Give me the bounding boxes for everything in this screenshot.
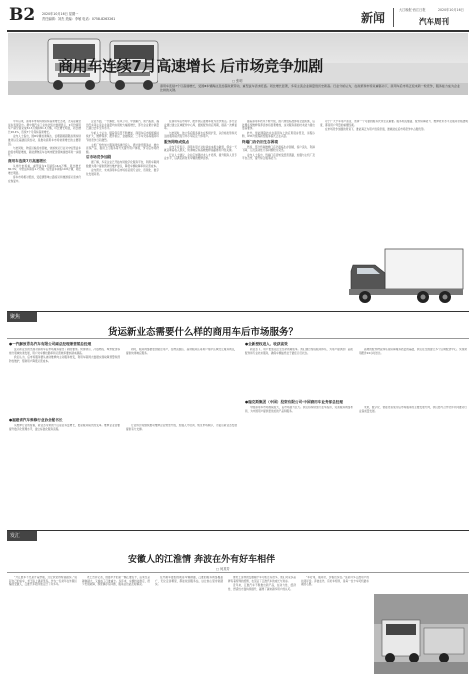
masthead-info-date: 2020年10月16日 星期一	[42, 12, 79, 16]
masthead-rule	[7, 30, 469, 32]
lead-byline: □ 张明	[232, 79, 243, 83]
feature-tab	[7, 531, 37, 541]
masthead-info-editor: 责任编辑：刘杰 美编：李敏 电话：0758-8263261	[42, 17, 116, 21]
feature-tab-label: 发汇	[10, 533, 21, 539]
article-column-2: 企业方面，一汽解放、东风公司、中国重汽、陕汽集团、福田汽车等主流企业销量均实现较大幅度增长，部分企业累计销量已超过去年全年水平。 分析人士认为，随着保有量不断增加，商用车后市场规模持续扩大，维修保养、配件供应、金融保险、二手车交易等服务环节的竞争日趋激烈。 主机厂纷纷加大服务网络建设投入，通过建设服务站、推出延保产品、提供上门服务等方式提升用户体验，争夺后市场份额。 后市场竞争加剧 据了解，多家企业已开始布局数字化服务平台，利用车联网数据为用户提供预防性维护建议，降低车辆故障率和运营成本。 业内预计，未来商用车后市场将呈现专业化、连锁化、数字化发展趋势。	[86, 120, 159, 176]
feature-byline: □ 何其芳	[216, 567, 230, 571]
masthead-brand: 大江晚报·西江日报	[399, 8, 426, 12]
topic-headline-underline	[7, 338, 469, 339]
col1-subheading: 商用车连续7月高速增长	[8, 158, 47, 163]
col2-subheading: 后市场竞争加剧	[86, 155, 112, 160]
lead-intro: 商用车连续7个月高速增长，受国Ⅲ车辆淘汰及治超政策带动，重型货车需求旺盛。同比增长显著，多家主流企业销量创历史新高。行业分析认为，在政策和市场双重驱动下，商用车后市场正迎来新一轮竞争，服务能力成为企业比拼的关键。	[160, 84, 460, 93]
topic-left-sub2: ●福建省汽车维修行业协会秘书长	[9, 418, 63, 422]
masthead-date-right: 2020年10月16日	[438, 8, 464, 12]
topic-left-body: 货运新业态的出现对商用车后市场服务提出了新的要求。快递快运、冷链物流、城市配送等细分领域快速发展，用户对车辆出勤率和运营效率要求越来越高。 我们认为，后市场服务要从被动维修向主动服务转变，利用车联网大数据实现故障预警和预防性维护，帮助用户降低运营成本。 同时，服务网络要更加贴近用户，在物流园区、高速服务区等用户集中区域设立服务网点，提供快速响应服务。	[9, 348, 237, 363]
section-divider	[393, 8, 394, 27]
section-name: 新闻	[361, 11, 386, 25]
topic-tab-label: 聚焦	[10, 314, 21, 320]
article-column-3: 在商用车后市场中，配件供应链效率成为竞争焦点。部分企业通过建立区域配件中心库，缩短配件供应周期，提高一次修复率。 与此同时，独立售后服务商也在积极扩张，以价格优势和灵活的服务模式吸引中小车队及个体用户。 服务网络成焦点 业内专家表示，商用车用户对时间成本极为敏感，停车一天就意味着收入损失，快速响应和高效维修是赢得用户的关键。 行业人士建议，企业应加强技术人才培养，提升服务人员专业水平，以满足新技术车辆的维修需求。	[164, 120, 237, 161]
column-name: 汽车周刊	[419, 17, 449, 26]
feature-headline-underline	[7, 572, 469, 573]
topic-left-body-2: 从维修行业角度看，新业态带来的不仅是业务量增长，更是服务模式的变革。维修企业需要提升数字化管理水平，建立标准化服务流程。 行业协会将继续推动维修企业转型升级，加强人才培训，规范市场秩序，为货运新业态发展提供有力支撑。	[9, 424, 237, 431]
box-truck-illustration	[345, 243, 467, 309]
topic-left-sub1: ●一汽解放青岛汽车有限公司副总经理兼营销总经理	[9, 342, 92, 346]
topic-top-rule	[7, 311, 469, 312]
feature-photo-illustration	[374, 594, 468, 674]
feature-top-rule	[7, 530, 469, 531]
article-column-5: 对于广大卡车用户而言，选择一个可靠的服务伙伴至关重要。服务网点覆盖、配件保障能力、维修技术水平及服务价格透明度，都是用户考量的重要因素。 在市场竞争加剧的背景下，谁能真正为用户创造价值，谁就能在后市场竞争中占据优势。	[320, 120, 468, 132]
article-column-1: 今年以来，商用车市场持续保持高速增长态势，尤其是重型货车表现突出。据中国汽车工业协会统计数据显示，9月份商用车产销分别完成52.3万辆和51.3万辆，环比增长明显，同比增长28.4%，连续7个月保持高速增长。 业内人士指出，国Ⅲ车辆加速淘汰、治理超载超限政策持续推进以及基建投资拉动，是推动商用车市场快速增长的主要原因。 与此同时，物流运输需求回暖，快递快运行业对中轻型货车的需求明显增加，新能源物流车在城市配送领域渗透率进一步提升。 商用车连续7月高速增长 从细分市场看，重型货车9月销售16.6万辆，同比增长80.3%；中型货车销售1.7万辆；轻型货车销售19.8万辆，同比增长明显。 客车市场相对低迷，受疫情影响公路客运和旅游客运需求仍在恢复中。	[8, 120, 81, 183]
topic-tab	[7, 312, 37, 322]
col4-subheading: 终端门店仍旧生存困境	[242, 139, 278, 144]
page-number: B2	[9, 5, 36, 25]
col3-subheading: 服务网络成焦点	[164, 139, 190, 144]
topic-right-sub1: ●全新授权进入、收获高效	[245, 342, 288, 346]
topic-right-body: 新业态下，用户更加关注全生命周期成本。我们通过授权服务体系，为用户提供原厂品质配件和专业技术服务，确保车辆始终处于最佳运行状态。 高效的配件物流体系是保障服务质量的基础，我们在全国建立多个区域配送中心，实现常用配件24小时送达。	[245, 348, 467, 355]
topic-right-body-2: 中国商用车市场规模庞大，后市场潜力巨大。我们将持续加大在华投资，完善服务网络布局，为中国用户提供更优质的产品和服务。 未来，数字化、智能化将成为后市场服务的主要发展方向，我们愿与合作伙伴共同推动行业高质量发展。	[245, 406, 467, 413]
topic-headline: 货运新业态需要什么样的商用车后市场服务？	[108, 327, 299, 338]
feature-photo	[374, 594, 468, 674]
feature-headline: 安徽人的江淮情 奔波在外有好车相伴	[128, 555, 276, 565]
feature-body: “开江淮车不光是开着舒服，还让我觉得特别踏实。”说起自己的爱车，老王脸上满是笑容。作为一名常年在外跑运输的安徽人，江淮汽车陪伴他走过了许多年。 老王告诉记者，他最早开的是一辆江淮轻卡，后来生意越做越大，又换成了江淮重卡。多年来，车辆性能稳定，很少出现故障，即使偶尔有问题，服务站也能及时解决。 在外跑车最怕的就是车辆抛锚，江淮的服务网络覆盖广，无论走到哪里，都能找到服务站，这让他心里非常踏实。 像老王这样的安徽籍卡车司机还有很多，他们对家乡品牌有着特殊的感情，也见证了江淮汽车的成长与进步。 近年来，江淮汽车不断推出新产品，在动力性、经济性、舒适性方面持续提升，赢得了越来越多用户的认可。 “车好用，服务好，价格也实在。”这是许多江淮用户的共同评价。奔波在外，有好车相伴，是每一位卡车司机最朴素的心愿。	[9, 576, 369, 591]
page-masthead	[0, 0, 476, 34]
article-column-4: 随着商用车技术不断升级，国六排放标准即将全面实施，后处理系统维修保养需求将显著增加，这对服务商的技术能力提出更高要求。 此外，智能网联技术在商用车上的应用逐步普及，远程诊断、OTA升级等新型服务模式正在兴起。 终端门店仍旧生存困境 然而，部分终端维修门店仍面临生存困境，客户流失、利润下降、人员流动性大等问题较为突出。 业内人士指出，终端门店需转变经营思路，加强与主机厂及平台合作，提升综合服务能力。	[242, 120, 315, 161]
lead-headline: 商用车连续7月高速增长 后市场竞争加剧	[58, 57, 323, 75]
topic-right-sub2: ●瑞克斯集团（中国）投资有限公司·中国商用车业务部总经理	[245, 400, 343, 404]
box-truck-photo	[345, 243, 467, 309]
